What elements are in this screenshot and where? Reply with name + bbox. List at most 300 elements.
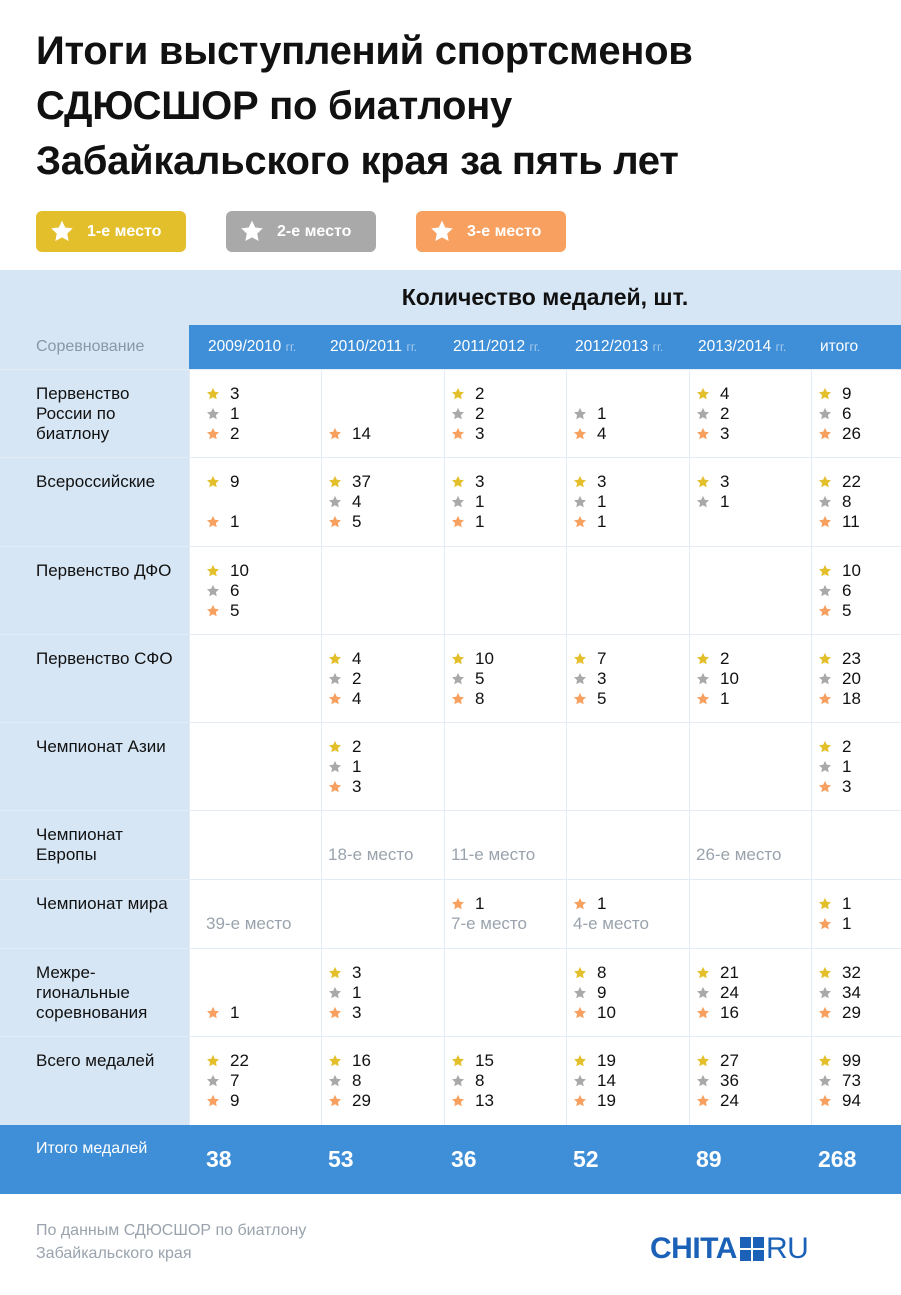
silver-medal-count (206, 581, 249, 601)
gold-medal-count (696, 649, 739, 669)
medal-value: 1 (597, 894, 607, 913)
star-icon (818, 584, 832, 598)
table-cell (451, 649, 494, 709)
table-cell (206, 963, 239, 1023)
table-row (0, 948, 901, 1036)
legend-bronze-label: 3-е место (467, 222, 542, 240)
star-icon (328, 740, 342, 754)
bronze-medal-count (818, 601, 861, 621)
bronze-medal-count (206, 1003, 239, 1023)
star-icon (696, 1074, 710, 1088)
table-cell (328, 472, 371, 532)
gold-medal-count (818, 384, 861, 404)
total-label: Итого медалей (36, 1140, 148, 1157)
year-header (311, 325, 417, 369)
star-icon (451, 515, 465, 529)
gold-medal-count (818, 1051, 861, 1071)
silver-medal-count (206, 404, 239, 424)
gold-medal-count (206, 561, 249, 581)
medal-value: 1 (230, 512, 240, 531)
table-cell (451, 472, 484, 532)
star-icon (429, 219, 455, 244)
medal-value: 10 (842, 561, 861, 580)
silver-medal-count (573, 404, 606, 424)
star-icon (696, 652, 710, 666)
silver-medal-count (328, 669, 361, 689)
star-icon (818, 387, 832, 401)
star-icon (696, 475, 710, 489)
medal-value: 27 (720, 1051, 739, 1070)
table-cell (818, 737, 851, 797)
star-icon (49, 219, 75, 244)
total-value: 38 (206, 1146, 232, 1172)
logo-right: RU (765, 1232, 809, 1265)
empty-line (451, 825, 535, 845)
competition-label: Первенство России по биатлону (36, 384, 130, 443)
table-cell (206, 894, 291, 934)
silver-medal-count (818, 757, 851, 777)
star-icon (696, 966, 710, 980)
star-icon (328, 1006, 342, 1020)
placement-text (696, 845, 781, 865)
medal-value: 5 (597, 689, 607, 708)
star-icon (206, 427, 220, 441)
table-row (0, 722, 901, 810)
gold-medal-count (818, 472, 861, 492)
star-icon (451, 692, 465, 706)
star-icon (818, 475, 832, 489)
gold-medal-count (451, 384, 484, 404)
medal-value: 19 (597, 1051, 616, 1070)
medal-value: 2 (475, 404, 485, 423)
medal-value: 2 (352, 669, 362, 688)
bronze-medal-count (573, 1003, 616, 1023)
years-header (189, 325, 901, 369)
medal-value: 8 (352, 1071, 362, 1090)
legend-gold (36, 211, 186, 252)
bronze-medal-count (818, 914, 851, 934)
bronze-medal-count (818, 512, 861, 532)
medal-value: 1 (352, 757, 362, 776)
medal-value: 1 (720, 492, 730, 511)
group-header: Количество медалей, шт. (189, 270, 901, 325)
competition-label: Чемпионат мира (36, 894, 168, 913)
competition-label: Всего медалей (36, 1051, 155, 1070)
table-cell (451, 894, 527, 934)
medal-value: 1 (597, 512, 607, 531)
star-icon (696, 427, 710, 441)
column-divider (321, 369, 322, 1125)
gold-medal-count (328, 472, 371, 492)
star-icon (818, 672, 832, 686)
table-cell (573, 963, 616, 1023)
star-icon (328, 427, 342, 441)
table-cell (573, 894, 649, 934)
competition-label: Чемпионат Азии (36, 737, 166, 756)
medal-value: 3 (720, 424, 730, 443)
star-icon (206, 584, 220, 598)
year-label: 2012/2013 (575, 338, 649, 355)
bronze-medal-count (206, 601, 249, 621)
medal-value: 3 (597, 669, 607, 688)
medal-value: 36 (720, 1071, 739, 1090)
star-icon (818, 515, 832, 529)
medal-value: 99 (842, 1051, 861, 1070)
silver-medal-count (818, 581, 861, 601)
placement-text (451, 914, 527, 934)
medal-value: 1 (842, 894, 852, 913)
medal-value: 1 (842, 757, 852, 776)
medal-value: 13 (475, 1091, 494, 1110)
bronze-medal-count (696, 689, 739, 709)
logo-left: CHITA (650, 1232, 737, 1265)
medal-value: 5 (230, 601, 240, 620)
column-divider (811, 369, 812, 1125)
total-value: 89 (696, 1146, 722, 1172)
placement-value: 7-е место (451, 914, 527, 933)
star-icon (573, 407, 587, 421)
medal-value: 26 (842, 424, 861, 443)
star-icon (328, 1074, 342, 1088)
gold-medal-count (451, 472, 484, 492)
silver-medal-count (451, 404, 484, 424)
star-icon (818, 760, 832, 774)
medal-value: 6 (842, 581, 852, 600)
star-icon (573, 966, 587, 980)
year-label: 2010/2011 (330, 338, 403, 355)
medal-value: 3 (230, 384, 240, 403)
table-cell (206, 1051, 249, 1111)
gold-medal-count (818, 737, 851, 757)
star-icon (451, 387, 465, 401)
star-icon (451, 475, 465, 489)
star-icon (451, 407, 465, 421)
star-icon (451, 897, 465, 911)
medal-value: 8 (475, 689, 485, 708)
star-icon (206, 1074, 220, 1088)
medal-value: 4 (597, 424, 607, 443)
medal-value: 1 (720, 689, 730, 708)
bronze-medal-count (206, 1091, 249, 1111)
legend-silver (226, 211, 376, 252)
star-icon (573, 652, 587, 666)
year-header (189, 325, 296, 369)
star-icon (451, 1074, 465, 1088)
medal-value: 22 (230, 1051, 249, 1070)
star-icon (328, 495, 342, 509)
legend-gold-label: 1-е место (87, 222, 162, 240)
medal-value: 1 (597, 404, 607, 423)
table-cell (328, 1051, 371, 1111)
gold-medal-count (206, 384, 239, 404)
medal-value: 24 (720, 1091, 739, 1110)
empty-line (206, 492, 239, 512)
source-note: По данным СДЮСШОР по биатлону Забайкальского края (36, 1222, 307, 1262)
star-icon (451, 1054, 465, 1068)
column-divider (444, 369, 445, 1125)
star-icon (328, 780, 342, 794)
star-icon (818, 427, 832, 441)
star-icon (206, 1094, 220, 1108)
star-icon (328, 672, 342, 686)
bronze-medal-count (206, 512, 239, 532)
star-icon (818, 652, 832, 666)
medal-value: 14 (597, 1071, 616, 1090)
star-icon (206, 604, 220, 618)
silver-medal-count (818, 492, 861, 512)
competition-label: Межре-гиональные соревнования (36, 963, 148, 1022)
star-icon (818, 495, 832, 509)
gold-medal-count (696, 1051, 739, 1071)
medal-value: 15 (475, 1051, 494, 1070)
column-divider (689, 369, 690, 1125)
medal-value: 23 (842, 649, 861, 668)
star-icon (573, 986, 587, 1000)
bronze-medal-count (573, 1091, 616, 1111)
table-cell (696, 472, 729, 512)
medal-value: 1 (475, 512, 485, 531)
star-icon (818, 897, 832, 911)
medal-value: 18 (842, 689, 861, 708)
star-icon (696, 1094, 710, 1108)
table-cell (206, 472, 239, 532)
table-row (0, 1036, 901, 1125)
medal-value: 8 (475, 1071, 485, 1090)
star-icon (696, 495, 710, 509)
table-cell (696, 1051, 739, 1111)
bronze-medal-count (818, 424, 861, 444)
gold-medal-count (328, 1051, 371, 1071)
placement-text (328, 845, 413, 865)
star-icon (818, 692, 832, 706)
silver-medal-count (696, 669, 739, 689)
table-cell (328, 649, 361, 709)
table-cell (573, 472, 606, 532)
star-icon (573, 515, 587, 529)
star-icon (573, 897, 587, 911)
star-icon (206, 564, 220, 578)
silver-medal-count (328, 1071, 371, 1091)
table-cell (696, 963, 739, 1023)
placement-value: 26-е место (696, 845, 782, 864)
table-cell (206, 384, 239, 444)
star-icon (696, 1054, 710, 1068)
empty-line (328, 384, 371, 404)
empty-line (573, 384, 606, 404)
year-suffix: гг. (285, 340, 297, 354)
silver-medal-count (328, 492, 371, 512)
table-cell (573, 384, 606, 444)
title-line: СДЮСШОР по биатлону (36, 84, 512, 128)
medal-value: 19 (597, 1091, 616, 1110)
star-icon (328, 1094, 342, 1108)
bronze-medal-count (818, 1091, 861, 1111)
star-icon (328, 1054, 342, 1068)
star-icon (328, 515, 342, 529)
bronze-medal-count (451, 1091, 494, 1111)
star-icon (696, 986, 710, 1000)
silver-medal-count (573, 492, 606, 512)
bronze-medal-count (696, 1091, 739, 1111)
gold-medal-count (818, 894, 851, 914)
silver-medal-count (818, 1071, 861, 1091)
silver-medal-count (696, 1071, 739, 1091)
medal-value: 1 (352, 983, 362, 1002)
table-cell (328, 737, 361, 797)
medal-value: 2 (720, 404, 730, 423)
placement-value: 39-е место (206, 914, 292, 933)
placement-text (206, 914, 291, 934)
table-cell (818, 894, 851, 934)
table-cell (451, 825, 535, 865)
table-cell (328, 963, 361, 1023)
table-cell (696, 384, 729, 444)
bronze-medal-count (573, 424, 606, 444)
medal-value: 34 (842, 983, 861, 1002)
star-icon (206, 1054, 220, 1068)
competition-label: Первенство СФО (36, 649, 173, 668)
silver-medal-count (818, 404, 861, 424)
bronze-medal-count (696, 1003, 739, 1023)
medal-value: 1 (230, 404, 240, 423)
bronze-medal-count (573, 689, 606, 709)
bronze-medal-count (451, 512, 484, 532)
year-label: итого (820, 338, 859, 355)
star-icon (818, 1054, 832, 1068)
medal-value: 3 (475, 424, 485, 443)
star-icon (206, 1006, 220, 1020)
silver-medal-count (696, 492, 729, 512)
medal-value: 1 (597, 492, 607, 511)
medal-value: 29 (842, 1003, 861, 1022)
medal-value: 1 (230, 1003, 240, 1022)
medal-value: 4 (352, 689, 362, 708)
chita-ru-logo[interactable] (650, 1232, 808, 1266)
star-icon (696, 387, 710, 401)
medal-value: 8 (842, 492, 852, 511)
table-cell (696, 825, 781, 865)
table-cell (818, 561, 861, 621)
table-row (0, 634, 901, 722)
total-value: 53 (328, 1146, 354, 1172)
silver-medal-count (696, 983, 739, 1003)
table-cell (573, 1051, 616, 1111)
year-suffix: гг. (775, 340, 787, 354)
gold-medal-count (451, 649, 494, 669)
table-cell (573, 649, 606, 709)
medal-value: 9 (597, 983, 607, 1002)
bronze-medal-count (573, 512, 606, 532)
star-icon (206, 475, 220, 489)
star-icon (328, 475, 342, 489)
gold-medal-count (573, 1051, 616, 1071)
gold-medal-count (818, 963, 861, 983)
bronze-medal-count (696, 424, 729, 444)
empty-line (206, 983, 239, 1003)
medal-value: 3 (352, 777, 362, 796)
gold-medal-count (696, 384, 729, 404)
star-icon (818, 564, 832, 578)
star-icon (818, 966, 832, 980)
medal-value: 2 (475, 384, 485, 403)
gold-medal-count (451, 1051, 494, 1071)
star-icon (818, 780, 832, 794)
competition-header: Соревнование (36, 338, 145, 355)
star-icon (573, 1054, 587, 1068)
medal-value: 6 (842, 404, 852, 423)
year-label: 2013/2014 (698, 338, 772, 355)
table-row (0, 546, 901, 634)
medal-value: 1 (842, 914, 852, 933)
bronze-medal-count (328, 424, 371, 444)
empty-line (206, 894, 291, 914)
medal-value: 37 (352, 472, 371, 491)
gold-medal-count (206, 472, 239, 492)
placement-text (451, 845, 535, 865)
table-cell (328, 825, 413, 865)
medal-value: 1 (475, 894, 485, 913)
star-icon (573, 692, 587, 706)
star-icon (451, 672, 465, 686)
star-icon (451, 495, 465, 509)
medal-value: 14 (352, 424, 371, 443)
medal-value: 3 (842, 777, 852, 796)
empty-line (206, 963, 239, 983)
star-icon (696, 692, 710, 706)
star-icon (818, 1094, 832, 1108)
gold-medal-count (328, 963, 361, 983)
silver-medal-count (696, 404, 729, 424)
bronze-medal-count (328, 512, 371, 532)
table-cell (328, 384, 371, 444)
gold-medal-count (818, 649, 861, 669)
star-icon (328, 652, 342, 666)
medal-value: 16 (352, 1051, 371, 1070)
star-icon (206, 387, 220, 401)
medal-value: 29 (352, 1091, 371, 1110)
year-header (679, 325, 786, 369)
column-divider (566, 369, 567, 1125)
silver-medal-count (206, 1071, 249, 1091)
silver-medal-count (451, 1071, 494, 1091)
medal-value: 8 (597, 963, 607, 982)
star-icon (696, 672, 710, 686)
medal-value: 24 (720, 983, 739, 1002)
star-icon (573, 672, 587, 686)
table-cell (818, 963, 861, 1023)
star-icon (573, 1074, 587, 1088)
medal-value: 1 (475, 492, 485, 511)
medal-value: 73 (842, 1071, 861, 1090)
gold-medal-count (696, 963, 739, 983)
bronze-medal-count (328, 1003, 361, 1023)
table-row (0, 810, 901, 879)
medal-value: 6 (230, 581, 240, 600)
medal-value: 5 (352, 512, 362, 531)
title-line: Итоги выступлений спортсменов (36, 29, 693, 73)
medal-value: 94 (842, 1091, 861, 1110)
competition-label: Первенство ДФО (36, 561, 172, 580)
star-icon (818, 1074, 832, 1088)
star-icon (206, 515, 220, 529)
year-label: 2009/2010 (208, 338, 282, 355)
bronze-medal-count (451, 424, 484, 444)
silver-medal-count (818, 669, 861, 689)
gold-medal-count (818, 561, 861, 581)
total-value: 52 (573, 1146, 599, 1172)
medal-value: 11 (842, 512, 860, 531)
star-icon (696, 1006, 710, 1020)
